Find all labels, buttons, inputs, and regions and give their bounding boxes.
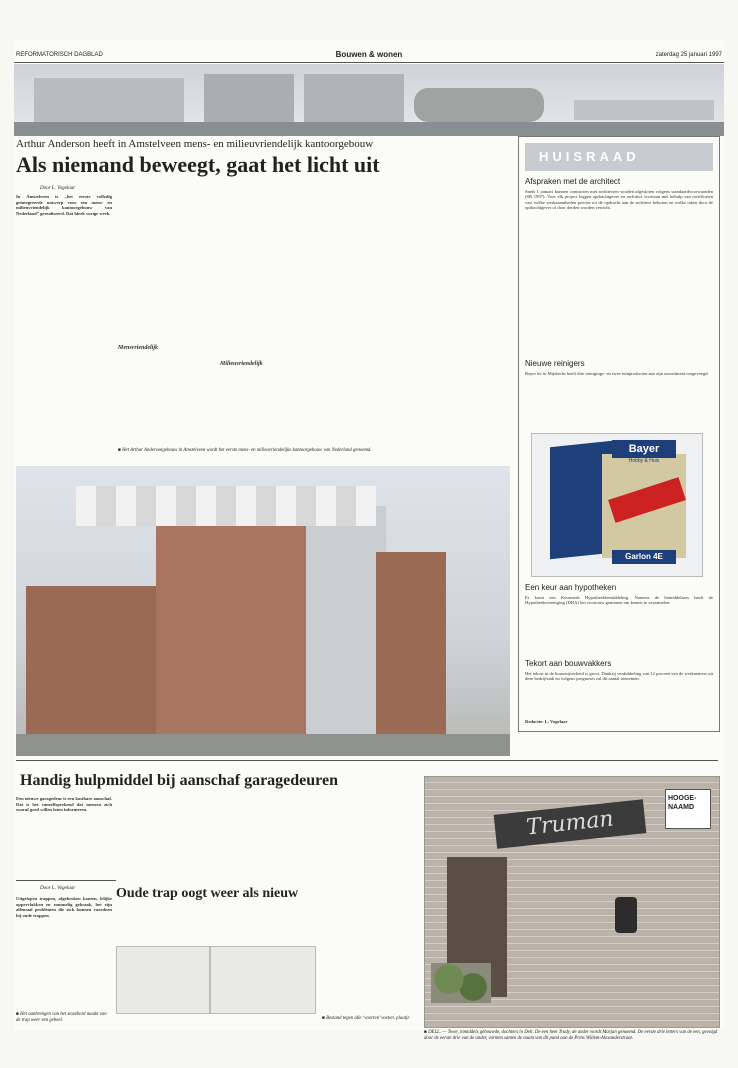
wall-lamp xyxy=(615,897,637,933)
section-rule xyxy=(16,760,718,761)
photo-caption: ■ Het Arthur Andersongebouw in Amstelveen wordt het eerste mens- en milieuvriendelijke kantoorgebouw van Nederland genoemd. xyxy=(118,448,372,453)
building-block xyxy=(156,526,316,746)
building-wing xyxy=(26,586,176,746)
photo-caption: ■ Het aanbrengen van het stootbord maakt van de trap weer een geheel. xyxy=(16,1012,107,1023)
sidebar-heading: Een keur aan hypotheken xyxy=(525,583,617,592)
issue-date: zaterdag 25 januari 1997 xyxy=(655,52,722,58)
plant xyxy=(431,963,491,1003)
article-column xyxy=(220,796,316,876)
banner-road xyxy=(14,122,724,136)
banner-wall xyxy=(574,100,714,120)
byline: Door L. Vogelaar xyxy=(40,886,76,891)
product-photo xyxy=(531,433,703,577)
house-name-photo xyxy=(424,776,720,1028)
subheading: Milieuvriendelijk xyxy=(220,361,263,367)
stair-tower xyxy=(306,506,386,746)
office-building-photo xyxy=(16,466,510,756)
banner-house xyxy=(204,74,294,122)
column-rule xyxy=(16,880,116,881)
article-column xyxy=(322,886,418,1014)
bayer-logo: Bayer xyxy=(612,440,676,458)
article-column xyxy=(118,796,214,876)
product-name: Garlon 4E xyxy=(612,550,676,564)
sidebar-heading: Nieuwe reinigers xyxy=(525,359,585,368)
newspaper-page xyxy=(14,40,724,1041)
article-column xyxy=(116,906,212,942)
banner-house xyxy=(304,74,404,122)
header-rule xyxy=(14,62,724,63)
article-headline: Oude trap oogt weer als nieuw xyxy=(116,886,299,901)
stair-illustration xyxy=(210,946,316,1014)
article-column xyxy=(16,194,112,444)
article-column xyxy=(16,896,112,1006)
sidebar-box xyxy=(518,136,720,732)
pavement xyxy=(16,734,510,756)
subheading: Mensvriendelijk xyxy=(118,345,158,351)
article-subtitle: Arthur Anderson heeft in Amstelveen mens- en milieuvriendelijk kantoorgebouw xyxy=(16,138,374,150)
article-headline: Als niemand beweegt, gaat het licht uit xyxy=(16,152,380,177)
stair-illustration xyxy=(116,946,210,1014)
header-illustration xyxy=(14,64,724,136)
article-column xyxy=(322,796,418,876)
byline: Door L. Vogelaar xyxy=(40,186,76,191)
building-wing xyxy=(376,552,446,746)
sidebar-logo: HUISRAAD xyxy=(525,143,713,171)
article-column xyxy=(118,186,214,446)
photo-caption: ■ Bestand tegen alle ‘voorten’ voeten. plaatje xyxy=(322,1016,410,1021)
article-intro: Uitgelopen trappen, afgebroken kanten, lelijke oppervlakken en rommelig gekraak, het zijn allemaal problemen die zich kunnen voordoen bij oude trappen. xyxy=(16,896,112,918)
sidebar-text: Sinds 1 januari kunnen contracten met architecten worden afgesloten volgens standaardvoorwaarden (SR 1997). Voor elk project leggen opdrachtgever en architect voortaan met behulp van certificaten vast welke werkzaamheden precies tot de opdracht aan de architect behoren en welke taken door de opdrachtgever of door derden worden verricht. xyxy=(525,189,713,211)
product-subtitle: Hobby & Huis xyxy=(628,458,660,464)
sidebar-heading: Tekort aan bouwvakkers xyxy=(525,659,612,668)
article-column xyxy=(424,186,514,446)
article-column xyxy=(322,186,418,446)
sidebar-text: Bayer bv in Mijdrecht heeft drie reinigings- en twee tuinproducten aan zijn assortiment toegevoegd. xyxy=(525,371,709,376)
article-column xyxy=(16,796,112,880)
paper-name: REFORMATORISCH DAGBLAD xyxy=(16,52,103,58)
banner-trees xyxy=(414,88,544,122)
section-title: Bouwen & wonen xyxy=(335,50,403,59)
photo-caption: ■ DELL. — Twee, inmiddels gebouwde, dochters in Dell. De een heet Trudy, de ander wordt Marjan genoemd. De eerste drie letters van de een, gevolgd door de eerste drie van de ander, vormen samen de naam van dit pand aan de Prins Willem-Alexanderstraat. xyxy=(424,1030,718,1041)
sidebar-editor: Redactie: L. Vogelaar xyxy=(525,719,568,724)
article-intro: In Amstelveen is „het eerste volledig geïntegreerde ontwerp voor een mens- en milieuvriendelijk kantoorgebouw van Nederland” gerealiseerd. Dat bleek vorige week. xyxy=(16,194,112,216)
article-headline: Handig hulpmiddel bij aanschaf garagedeuren xyxy=(20,772,338,789)
section-badge: HOOGE-NAAMD xyxy=(665,789,711,829)
sidebar-text: Er komt een Keurmerk Hypotheekbemiddeling. Namens de bemiddelaars heeft de Hypotheekvereniging (DHA) het voortouw genomen om kennis te verzamelen. xyxy=(525,595,713,606)
banner-house xyxy=(34,78,184,122)
shed-roof xyxy=(76,486,376,526)
article-column xyxy=(220,186,316,446)
article-intro: Een nieuwe garagedeur is een kostbare aanschaf. Dat is het vanzelfsprekend dat mensen zich vooraf goed willen laten informeren. xyxy=(16,796,112,813)
page-header xyxy=(14,50,724,62)
sidebar-heading: Afspraken met de architect xyxy=(525,177,621,186)
article-column xyxy=(218,906,314,942)
sidebar-text: Het tekort in de bouwnijverheid is groot. Dankzij verdubbeling van 12 procent van de werknemers uit deze bedrijfstak en volgens prognoses zal dit aantal toenemen. xyxy=(525,671,713,682)
house-name-sign: Truman xyxy=(494,799,647,848)
